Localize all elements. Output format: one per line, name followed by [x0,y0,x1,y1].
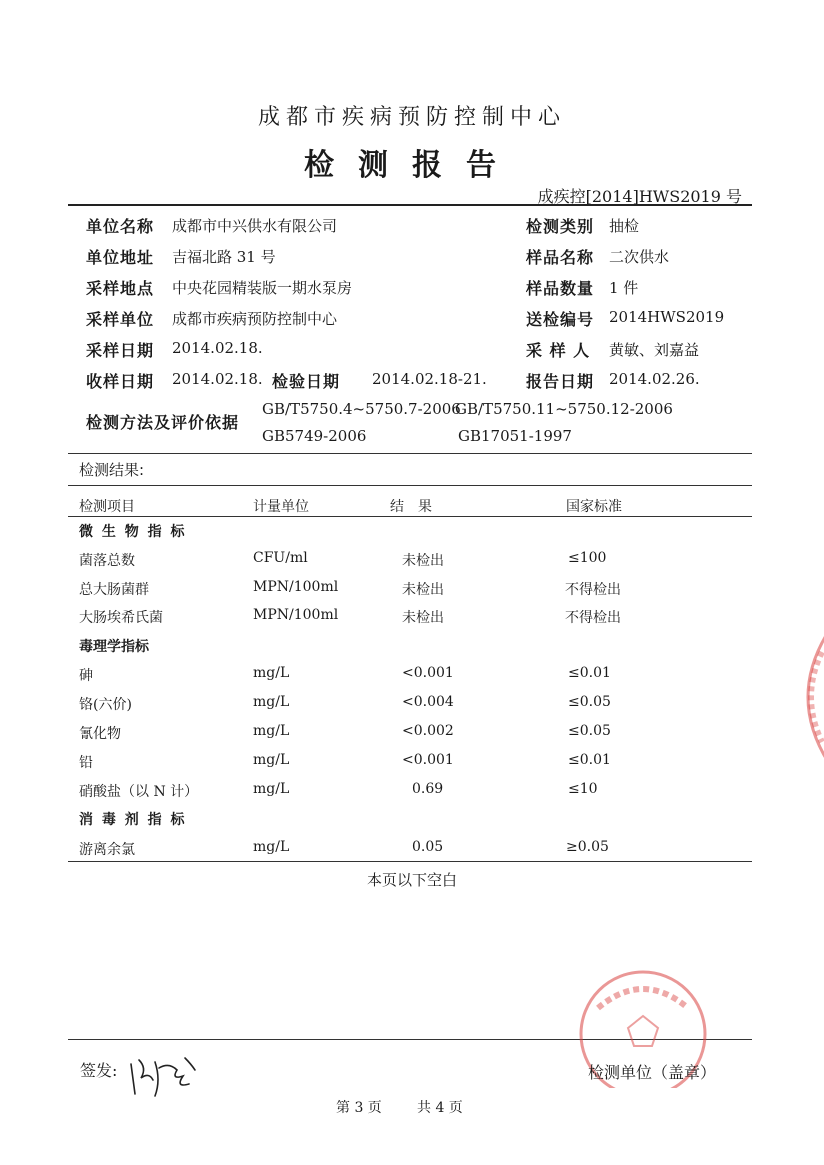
row-unit: mg/L [253,694,290,710]
test-type-label: 检测类别 [526,217,595,236]
results-section-label: 检测结果: [79,461,145,479]
row-unit: mg/L [253,665,290,681]
sampling-date-label: 采样日期 [86,341,155,360]
receive-date-label: 收样日期 [86,372,155,391]
row-item: 游离余氯 [79,842,135,858]
sample-qty-value: 1 件 [609,279,639,297]
test-date-label: 检验日期 [272,372,341,391]
row-unit: CFU/ml [253,550,308,566]
row-item: 菌落总数 [79,553,135,569]
unit-name-value: 成都市中兴供水有限公司 [172,217,338,235]
blank-note: 本页以下空白 [366,871,457,889]
row-standard: ≥0.05 [566,839,609,855]
unit-address-label: 单位地址 [86,248,155,267]
row-result: <0.001 [402,665,454,681]
sample-name-value: 二次供水 [609,248,670,266]
method-label: 检测方法及评价依据 [86,413,240,432]
sampling-unit-value: 成都市疾病预防控制中心 [172,310,338,328]
seal-label: 检测单位（盖章） [588,1063,717,1082]
sample-qty-label: 样品数量 [526,279,595,298]
row-standard: ≤0.01 [568,665,611,681]
receive-date-value: 2014.02.18. [172,370,263,388]
issuer-label: 签发: [80,1061,118,1080]
row-unit: mg/L [253,839,290,855]
row-result: 0.05 [412,839,444,855]
row-item: 氰化物 [79,726,121,742]
organization-name: 成都市疾病预防控制中心 [257,105,566,130]
row-unit: MPN/100ml [253,579,339,595]
submission-no-value: 2014HWS2019 [609,308,725,326]
group-heading-disinfectant: 消 毒 剂 指 标 [79,812,187,828]
row-item: 硝酸盐（以 N 计） [79,784,199,800]
col-header-item: 检测项目 [79,499,135,515]
group-heading-microbial: 微 生 物 指 标 [79,524,187,540]
row-result: 0.69 [412,781,444,797]
sampling-unit-label: 采样单位 [86,310,155,329]
sampler-value: 黄敏、刘嘉益 [609,341,700,359]
method-1: GB/T5750.4~5750.7-2006 [262,400,461,418]
unit-name-label: 单位名称 [86,217,155,236]
row-item: 铬(六价) [79,697,132,713]
row-item: 砷 [79,668,93,684]
row-standard: ≤0.01 [568,752,611,768]
page-total: 共 4 页 [417,1100,463,1116]
row-standard: ≤0.05 [568,723,611,739]
row-unit: mg/L [253,781,290,797]
row-result: 未检出 [402,610,444,626]
test-date-value: 2014.02.18-21. [372,370,487,388]
method-3: GB5749-2006 [262,427,367,445]
row-standard: ≤0.05 [568,694,611,710]
sample-name-label: 样品名称 [526,248,595,267]
sampling-site-value: 中央花园精装版一期水泵房 [172,279,353,297]
row-result: 未检出 [402,582,444,598]
row-result: <0.002 [402,723,454,739]
row-result: <0.004 [402,694,454,710]
row-item: 总大肠菌群 [79,582,149,598]
report-title: 检测报告 [304,148,520,183]
row-standard: 不得检出 [565,610,621,626]
row-unit: mg/L [253,752,290,768]
submission-no-label: 送检编号 [526,310,595,329]
row-unit: mg/L [253,723,290,739]
row-item: 铅 [79,755,93,771]
row-item: 大肠埃希氏菌 [79,610,163,626]
col-header-unit: 计量单位 [253,499,309,515]
report-date-value: 2014.02.26. [609,370,700,388]
col-header-standard: 国家标准 [566,499,622,515]
row-result: 未检出 [402,553,444,569]
signature-image [125,1050,205,1110]
method-4: GB17051-1997 [458,427,572,445]
sampler-label: 采 样 人 [526,341,591,360]
row-standard: ≤100 [568,550,607,566]
partial-seal-image [782,622,824,772]
results-divider [68,485,752,486]
row-standard: 不得检出 [565,582,621,598]
info-divider [68,453,752,454]
sampling-site-label: 采样地点 [86,279,155,298]
group-heading-toxicology: 毒理学指标 [79,639,149,655]
row-standard: ≤10 [568,781,598,797]
col-header-result: 结 果 [390,499,432,515]
table-bottom-divider [68,861,752,862]
method-2: GB/T5750.11~5750.12-2006 [455,400,673,418]
row-unit: MPN/100ml [253,607,339,623]
page-current: 第 3 页 [336,1100,382,1116]
report-number: 成疾控[2014]HWS2019 号 [537,187,742,206]
table-header-divider [68,516,752,517]
report-date-label: 报告日期 [526,372,595,391]
header-divider [68,204,752,206]
test-type-value: 抽检 [609,217,640,235]
unit-address-value: 吉福北路 31 号 [172,248,276,266]
row-result: <0.001 [402,752,454,768]
sampling-date-value: 2014.02.18. [172,339,263,357]
